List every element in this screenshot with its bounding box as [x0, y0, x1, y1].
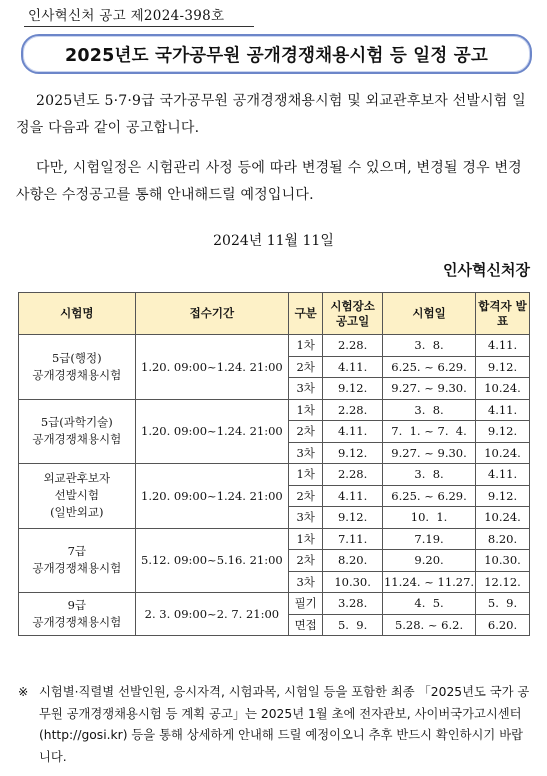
table-row — [19, 399, 530, 421]
result-date-cell: 10.30. — [476, 550, 530, 572]
exam-name-cell — [19, 593, 136, 636]
exam-date-cell: 4. 5. — [383, 593, 476, 615]
exam-date-cell: 10. 1. — [383, 507, 476, 529]
venue-notice-cell: 2.28. — [323, 399, 383, 421]
exam-name-line: 선발시험 — [54, 488, 99, 503]
result-date-cell: 5. 9. — [476, 593, 530, 615]
stage-cell: 면접 — [289, 614, 323, 636]
venue-notice-cell: 7.11. — [323, 528, 383, 550]
application-period-cell: 1.20. 09:00~1.24. 21:00 — [135, 464, 289, 529]
title-banner — [21, 34, 532, 74]
exam-name-line: 5급(과학기술) — [40, 415, 113, 430]
exam-name-line: 공개경쟁채용시험 — [32, 615, 122, 629]
exam-date-cell: 3. 8. — [383, 335, 476, 357]
exam-name-cell — [19, 335, 136, 400]
footnote-text: 시험별·직렬별 선발인원, 응시자격, 시험과목, 시험일 등을 포함한 최종 「2025년도 국가 공무원 공개경쟁채용시험 등 계획 공고」는 2025년 1월 초에 전자관보, 사이버국가고시센터(http://gosi.kr) 등을 통해 상세하게 안내해 드릴 예정이오니 추후 반드시 확인하시기 바랍니다. — [39, 685, 530, 764]
result-date-cell: 10.24. — [476, 378, 530, 400]
stage-cell: 3차 — [289, 507, 323, 529]
exam-date-cell: 7. 1. ~ 7. 4. — [383, 421, 476, 443]
exam-date-cell: 6.25. ~ 6.29. — [383, 356, 476, 378]
venue-notice-cell: 9.12. — [323, 378, 383, 400]
stage-cell: 1차 — [289, 335, 323, 357]
header-exam-name: 시험명 — [19, 293, 136, 335]
exam-date-cell: 9.20. — [383, 550, 476, 572]
result-date-cell: 4.11. — [476, 399, 530, 421]
stage-cell: 2차 — [289, 485, 323, 507]
intro-paragraph: 2025년도 5·7·9급 국가공무원 공개경쟁채용시험 및 외교관후보자 선발시험 일정을 다음과 같이 공고합니다. — [16, 93, 526, 136]
header-result-date: 합격자 발표 — [476, 293, 530, 335]
venue-notice-cell: 5. 9. — [323, 614, 383, 636]
exam-name-line: 9급 — [67, 598, 86, 612]
stage-cell: 3차 — [289, 571, 323, 593]
notice-number-text: 인사혁신처 공고 제2024-398호 — [28, 8, 225, 24]
notice-number — [28, 4, 224, 24]
exam-name-cell — [19, 528, 136, 593]
stage-cell: 1차 — [289, 399, 323, 421]
stage-cell: 2차 — [289, 421, 323, 443]
venue-notice-cell: 8.20. — [323, 550, 383, 572]
exam-name-line: 5급(행정) — [51, 350, 102, 365]
exam-date-cell: 5.28. ~ 6.2. — [383, 614, 476, 636]
footnote-mark: ※ — [18, 685, 29, 699]
result-date-cell: 9.12. — [476, 421, 530, 443]
result-date-cell: 4.11. — [476, 464, 530, 486]
result-date-cell: 9.12. — [476, 485, 530, 507]
table-row — [19, 464, 530, 486]
header-venue-notice-date: 시험장소 공고일 — [323, 293, 383, 335]
venue-notice-cell: 4.11. — [323, 485, 383, 507]
issuing-organization: 인사혁신처장 — [443, 261, 530, 279]
venue-notice-cell: 9.12. — [323, 442, 383, 464]
exam-date-cell: 11.24. ~ 11.27. — [383, 571, 476, 593]
exam-date-cell: 3. 8. — [383, 399, 476, 421]
notice-number-underline — [24, 26, 254, 27]
stage-cell: 필기 — [289, 593, 323, 615]
application-period-cell: 2. 3. 09:00~2. 7. 21:00 — [135, 593, 289, 636]
stage-cell: 3차 — [289, 378, 323, 400]
result-date-cell: 6.20. — [476, 614, 530, 636]
venue-notice-cell: 9.12. — [323, 507, 383, 529]
application-period-cell: 1.20. 09:00~1.24. 21:00 — [135, 335, 289, 400]
exam-name-line: 공개경쟁채용시험 — [32, 561, 122, 576]
exam-name-line: 7급 — [67, 544, 86, 559]
header-stage: 구분 — [289, 293, 323, 335]
application-period-cell: 5.12. 09:00~5.16. 21:00 — [135, 528, 289, 593]
table-body — [19, 335, 530, 636]
exam-name-cell — [19, 464, 136, 529]
exam-date-cell: 7.19. — [383, 528, 476, 550]
result-date-cell: 4.11. — [476, 335, 530, 357]
exam-name-line: (일반외교) — [50, 505, 104, 520]
stage-cell: 1차 — [289, 464, 323, 486]
venue-notice-cell: 10.30. — [323, 571, 383, 593]
exam-date-cell: 3. 8. — [383, 464, 476, 486]
header-exam-date: 시험일 — [383, 293, 476, 335]
footnote — [18, 682, 534, 768]
table-row — [19, 528, 530, 550]
notice-paragraph: 다만, 시험일정은 시험관리 사정 등에 따라 변경될 수 있으며, 변경될 경우 변경사항은 수정공고를 통해 안내해드릴 예정입니다. — [16, 160, 522, 203]
venue-notice-cell: 4.11. — [323, 356, 383, 378]
result-date-cell: 12.12. — [476, 571, 530, 593]
exam-schedule-table — [18, 292, 530, 636]
table-row — [19, 593, 530, 615]
table-header-row — [19, 293, 530, 335]
exam-name-line: 공개경쟁채용시험 — [32, 367, 122, 382]
result-date-cell: 9.12. — [476, 356, 530, 378]
exam-name-line: 외교관후보자 — [43, 471, 111, 486]
stage-cell: 3차 — [289, 442, 323, 464]
venue-notice-cell: 3.28. — [323, 593, 383, 615]
exam-date-cell: 9.27. ~ 9.30. — [383, 378, 476, 400]
announcement-date: 2024년 11월 11일 — [213, 233, 334, 249]
exam-name-cell — [19, 399, 136, 464]
exam-name-line: 공개경쟁채용시험 — [32, 432, 122, 447]
venue-notice-cell: 2.28. — [323, 335, 383, 357]
venue-notice-cell: 2.28. — [323, 464, 383, 486]
stage-cell: 2차 — [289, 356, 323, 378]
result-date-cell: 8.20. — [476, 528, 530, 550]
result-date-cell: 10.24. — [476, 507, 530, 529]
header-application-period: 접수기간 — [135, 293, 289, 335]
table-row — [19, 335, 530, 357]
result-date-cell: 10.24. — [476, 442, 530, 464]
page-title: 2025년도 국가공무원 공개경쟁채용시험 등 일정 공고 — [64, 45, 489, 66]
stage-cell: 1차 — [289, 528, 323, 550]
venue-notice-cell: 4.11. — [323, 421, 383, 443]
exam-date-cell: 6.25. ~ 6.29. — [383, 485, 476, 507]
application-period-cell: 1.20. 09:00~1.24. 21:00 — [135, 399, 289, 464]
stage-cell: 2차 — [289, 550, 323, 572]
exam-date-cell: 9.27. ~ 9.30. — [383, 442, 476, 464]
